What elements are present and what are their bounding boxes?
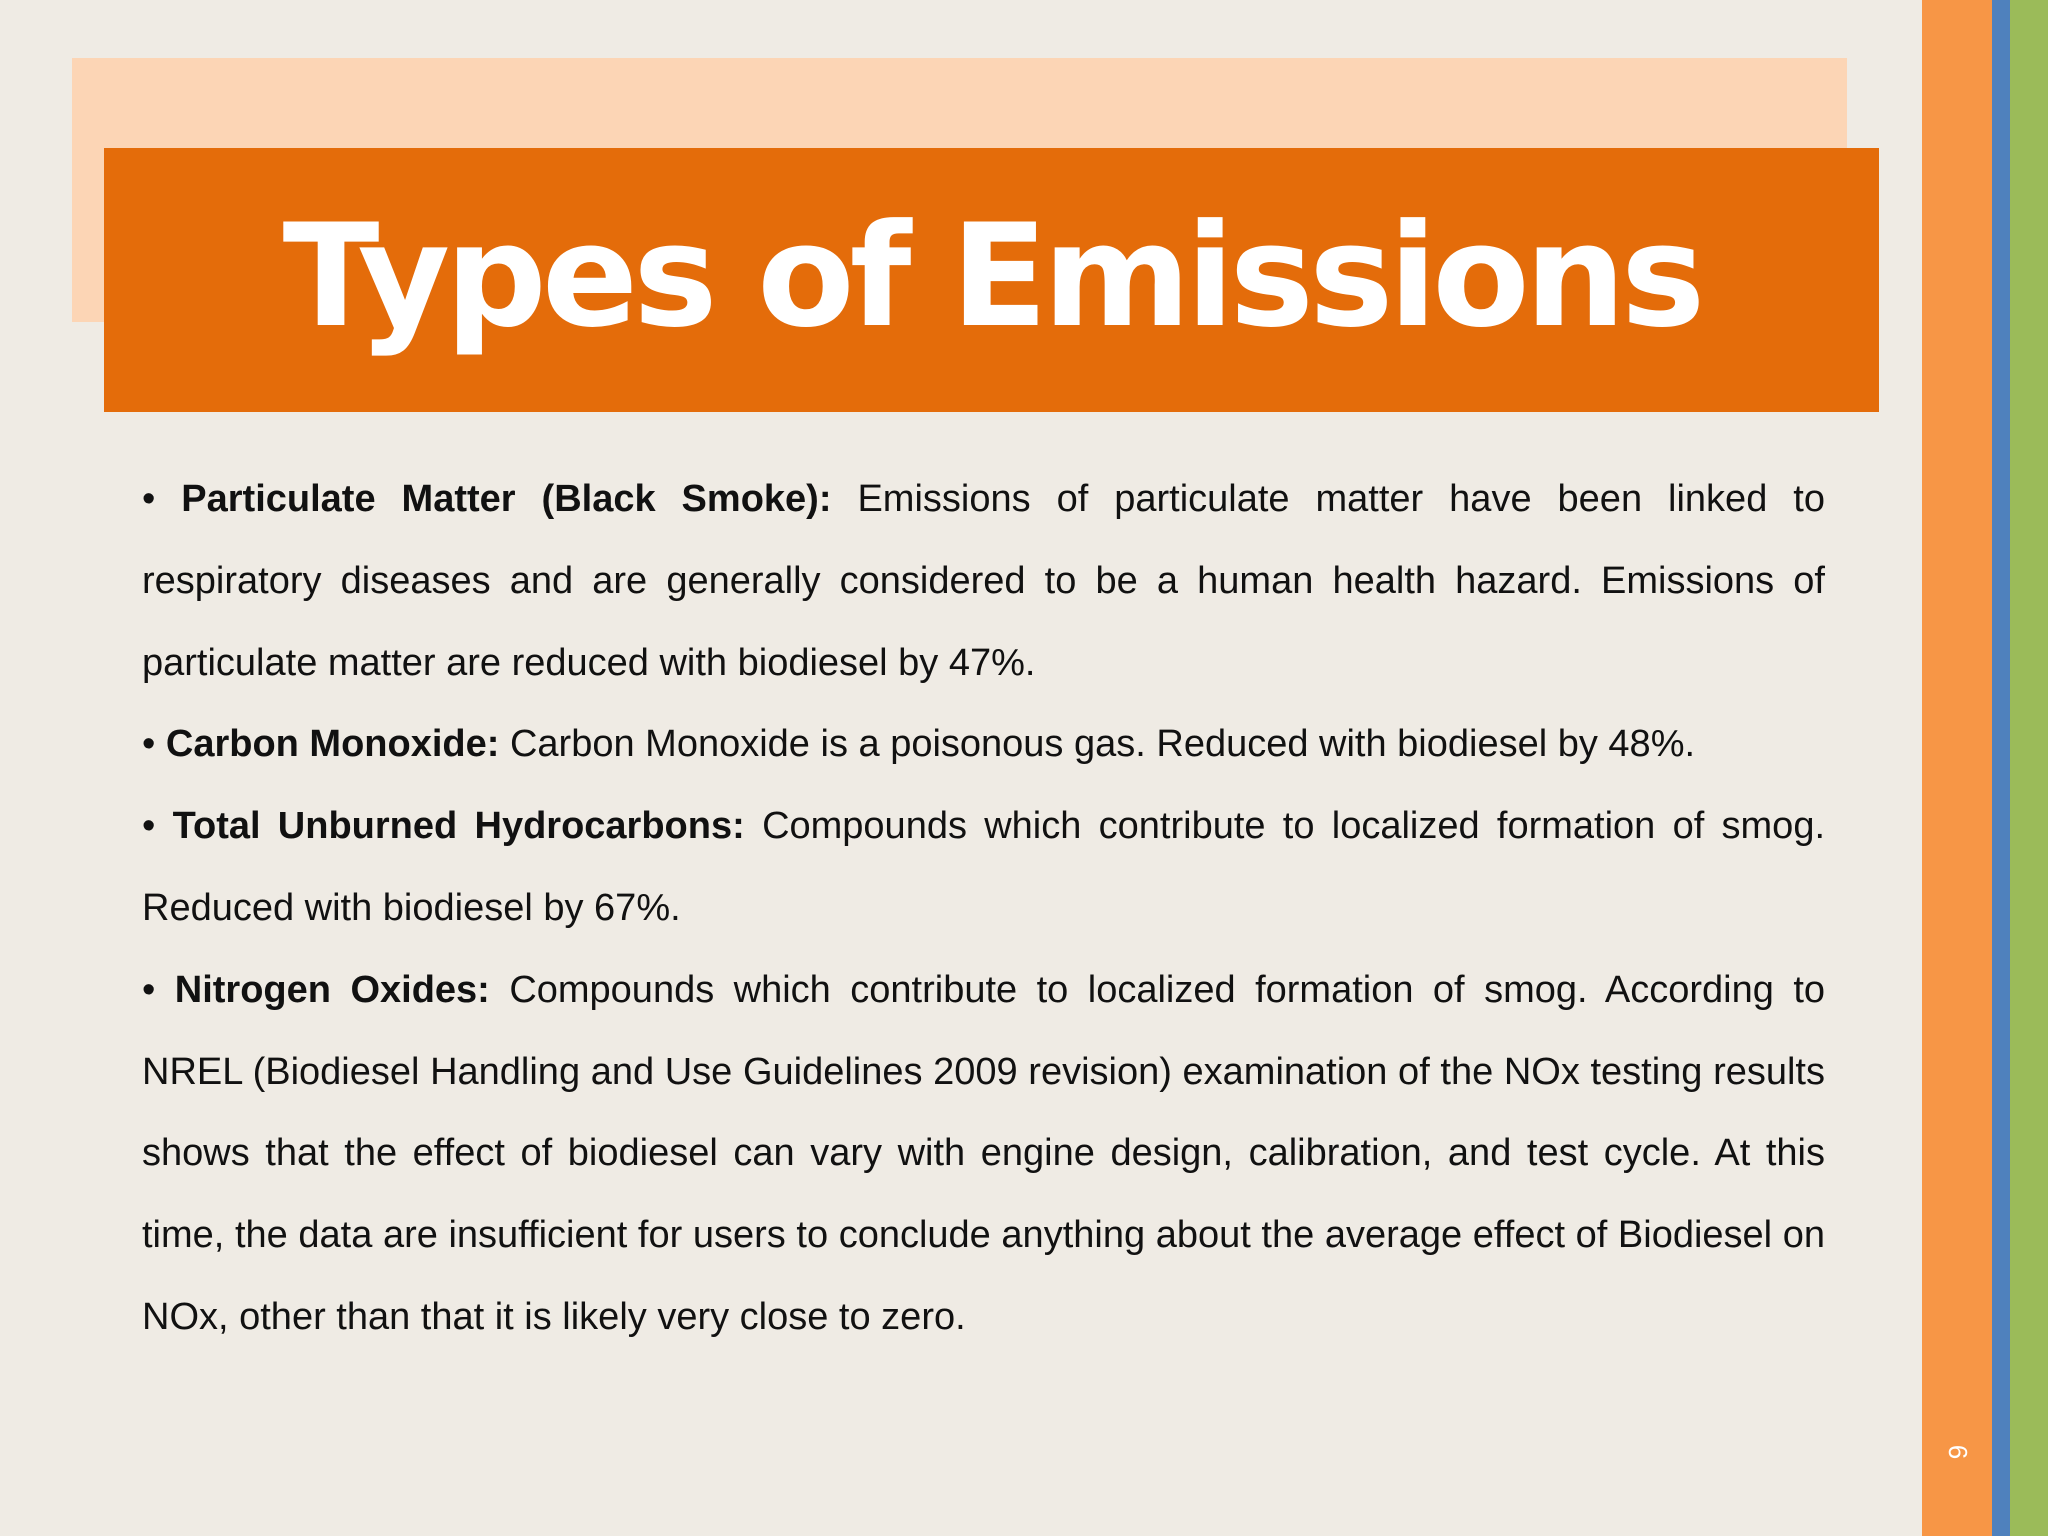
bullet-item-particulate-matter bbox=[142, 459, 1825, 704]
bullet-list bbox=[142, 459, 1825, 1359]
slide-title: Types of Emissions bbox=[282, 194, 1701, 359]
bullet-marker: • bbox=[142, 478, 156, 520]
bullet-item-total-unburned-hydrocarbons bbox=[142, 786, 1825, 950]
bullet-marker: • bbox=[142, 805, 156, 848]
right-stripe-blue bbox=[1992, 0, 2010, 1536]
bullet-term: Carbon Monoxide: bbox=[165, 723, 500, 766]
bullet-marker: • bbox=[142, 723, 156, 766]
bullet-text: Carbon Monoxide is a poisonous gas. Reduced with biodiesel by 48%. bbox=[509, 723, 1696, 766]
right-stripe-green bbox=[2010, 0, 2048, 1536]
bullet-text: Compounds which contribute to localized formation of smog. Reduced with biodiesel by 67%. bbox=[142, 805, 1826, 929]
bullet-term: Nitrogen Oxides: bbox=[174, 968, 490, 1011]
title-banner bbox=[104, 148, 1879, 412]
bullet-text: Emissions of particulate matter have been linked to respiratory diseases and are generally considered to be a human health hazard. Emissions of particulate matter are reduced with biodiesel by 47%. bbox=[142, 478, 1825, 684]
bullet-text: Compounds which contribute to localized formation of smog. According to NREL (Biodiesel Handling and Use Guidelines 2009 revision) examination of the NOx testing results shows that the effect of biodiesel can vary with engine design, calibration, and test cycle. At this time, the data are insufficient for users to conclude anything about the average effect of Biodiesel on NOx, other than that it is likely very close to zero. bbox=[142, 968, 1826, 1338]
bullet-item-nitrogen-oxides bbox=[142, 950, 1825, 1359]
right-stripe-orange bbox=[1922, 0, 1992, 1536]
slide-number: 6 bbox=[1943, 1444, 1973, 1460]
bullet-item-carbon-monoxide bbox=[142, 704, 1825, 786]
bullet-term: Total Unburned Hydrocarbons: bbox=[172, 805, 745, 848]
bullet-term: Particulate Matter (Black Smoke): bbox=[181, 478, 832, 520]
bullet-marker: • bbox=[142, 968, 156, 1011]
